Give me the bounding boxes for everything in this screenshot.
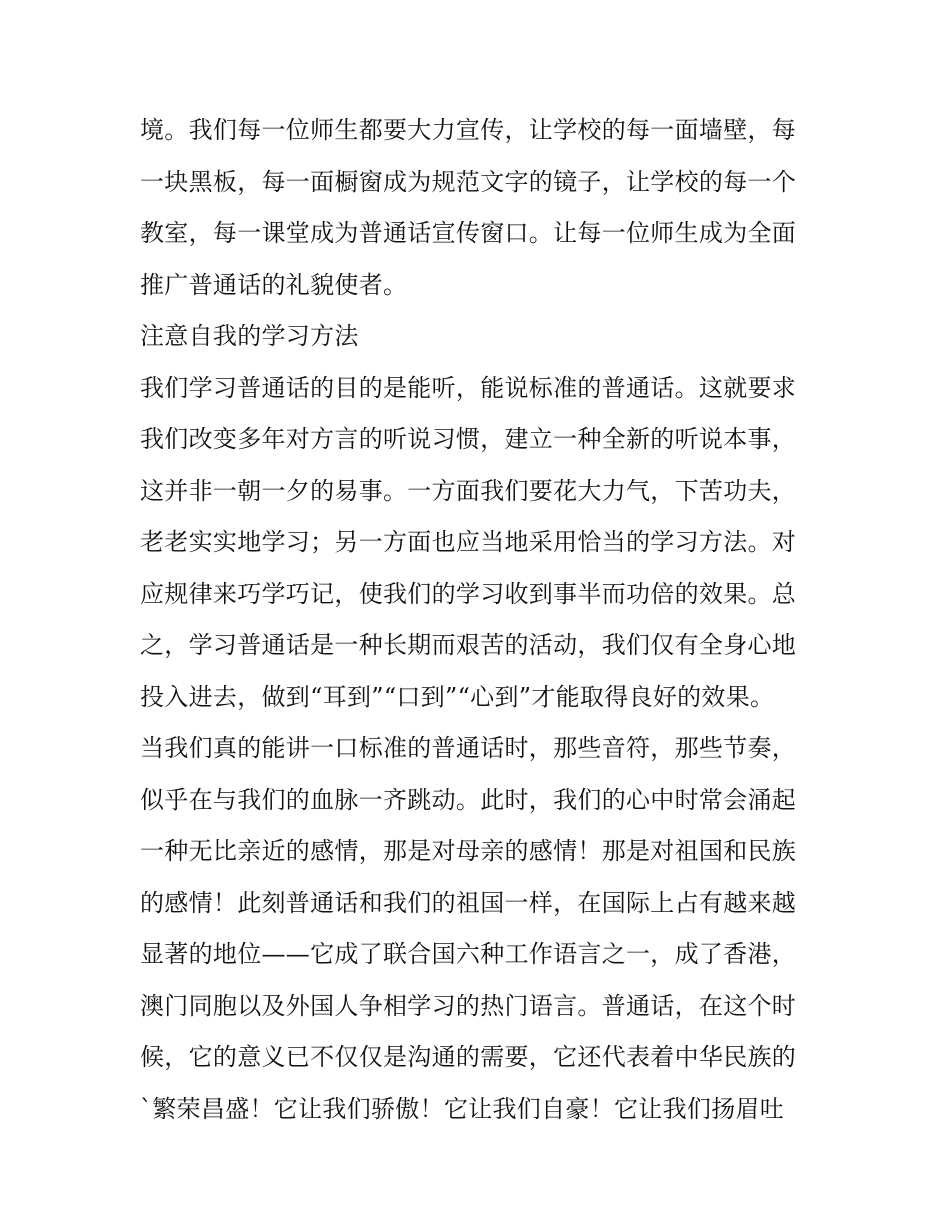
text-line: 一块黑板，每一面橱窗成为规范文字的镜子，让学校的每一个	[140, 167, 797, 196]
text-line: `繁荣昌盛！它让我们骄傲！它让我们自豪！它让我们扬眉吐	[140, 1094, 785, 1123]
text-line: 投入进去，做到“耳到”“口到”“心到”才能取得良好的效果。	[140, 682, 775, 711]
document-body	[140, 105, 820, 1135]
text-line: 的感情！此刻普通话和我们的祖国一样，在国际上占有越来越	[140, 888, 797, 917]
text-line: 境。我们每一位师生都要大力宣传，让学校的每一面墙壁，每	[140, 116, 797, 144]
text-line: 候，它的意义已不仅仅是沟通的需要，它还代表着中华民族的	[140, 1043, 797, 1071]
text-line: 我们改变多年对方言的听说习惯，建立一种全新的听说本事，	[140, 425, 797, 453]
text-line: 一种无比亲近的感情，那是对母亲的感情！那是对祖国和民族	[140, 837, 797, 865]
text-line: 当我们真的能讲一口标准的普通话时，那些音符，那些节奏，	[140, 734, 797, 762]
text-line: 澳门同胞以及外国人争相学习的热门语言。普通话，在这个时	[140, 991, 797, 1020]
text-line: 教室，每一课堂成为普通话宣传窗口。让每一位师生成为全面	[140, 219, 797, 247]
text-line: 之，学习普通话是一种长期而艰苦的活动，我们仅有全身心地	[140, 631, 797, 659]
text-line: 显著的地位——它成了联合国六种工作语言之一，成了香港，	[140, 940, 797, 968]
text-line: 这并非一朝一夕的易事。一方面我们要花大力气，下苦功夫，	[140, 476, 797, 505]
text-line: 应规律来巧学巧记，使我们的学习收到事半而功倍的效果。总	[140, 579, 797, 608]
text-line: 似乎在与我们的血脉一齐跳动。此时，我们的心中时常会涌起	[140, 785, 797, 814]
text-line: 推广普通话的礼貌使者。	[140, 270, 408, 299]
text-line: 我们学习普通话的目的是能听，能说标准的普通话。这就要求	[140, 373, 797, 402]
text-line: 老老实实地学习；另一方面也应当地采用恰当的学习方法。对	[140, 528, 797, 556]
section-heading: 注意自我的学习方法	[140, 322, 359, 350]
